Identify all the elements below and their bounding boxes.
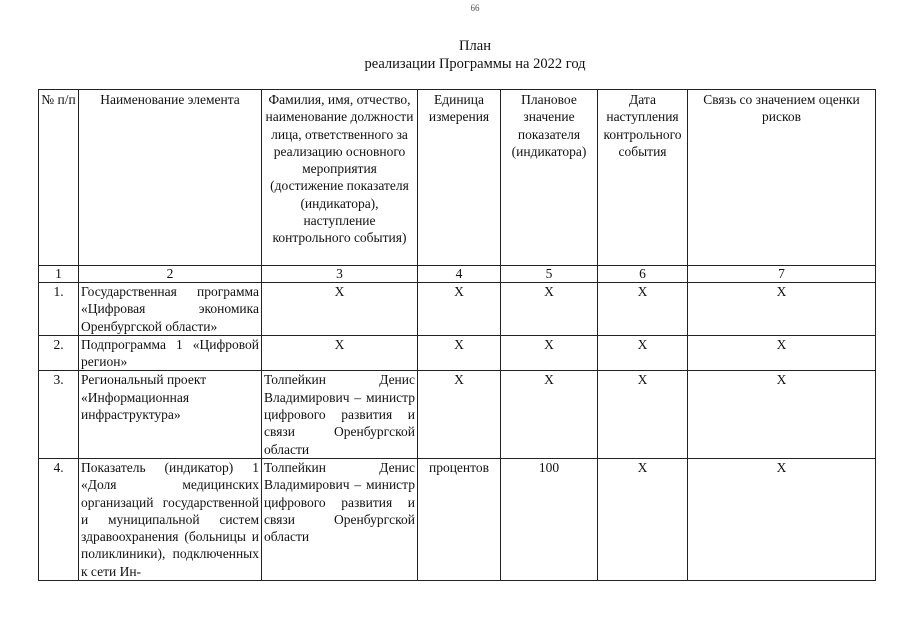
column-number: 1 <box>39 266 79 283</box>
row-unit: Х <box>418 283 501 336</box>
row-responsible: Толпейкин Денис Владимирович – министр цифрового развития и связи Оренбургской области <box>262 371 418 458</box>
table-row <box>39 283 876 336</box>
table-row <box>39 371 876 458</box>
row-unit: процентов <box>418 458 501 580</box>
row-risk-link: Х <box>688 458 876 580</box>
title-line-2: реализации Программы на 2022 год <box>364 56 586 72</box>
column-number: 4 <box>418 266 501 283</box>
header-responsible: Фамилия, имя, отчество, наименование должности лица, ответственного за реализацию основного мероприятия (достижение показателя (индикатора), наступление контрольного события) <box>262 90 418 266</box>
row-event-date: Х <box>598 283 688 336</box>
row-number: 1. <box>39 283 79 336</box>
header-unit: Единица измерения <box>418 90 501 266</box>
column-number: 2 <box>79 266 262 283</box>
row-risk-link: Х <box>688 283 876 336</box>
column-number: 6 <box>598 266 688 283</box>
row-number: 2. <box>39 335 79 371</box>
row-responsible: Х <box>262 283 418 336</box>
header-num: № п/п <box>39 90 79 266</box>
row-element-name: Государственная программа «Цифровая экономика Оренбургской области» <box>79 283 262 336</box>
document-title <box>0 37 905 73</box>
header-row <box>39 90 876 266</box>
row-unit: Х <box>418 371 501 458</box>
row-unit: Х <box>418 335 501 371</box>
column-number-row <box>39 266 876 283</box>
row-event-date: Х <box>598 458 688 580</box>
header-event-date: Дата наступления контрольного события <box>598 90 688 266</box>
row-plan-value: Х <box>501 371 598 458</box>
row-plan-value: 100 <box>501 458 598 580</box>
row-plan-value: Х <box>501 283 598 336</box>
header-element-name: Наименование элемента <box>79 90 262 266</box>
row-responsible: Х <box>262 335 418 371</box>
header-plan-value: Плановое значение показателя (индикатора) <box>501 90 598 266</box>
row-plan-value: Х <box>501 335 598 371</box>
row-risk-link: Х <box>688 371 876 458</box>
table-row <box>39 335 876 371</box>
header-risk-link: Связь со значением оценки рисков <box>688 90 876 266</box>
column-number: 7 <box>688 266 876 283</box>
table-row <box>39 458 876 580</box>
row-number: 4. <box>39 458 79 580</box>
row-responsible: Толпейкин Денис Владимирович – министр цифрового развития и связи Оренбургской области <box>262 458 418 580</box>
plan-table <box>38 89 876 581</box>
row-element-name: Региональный проект «Информационная инфраструктура» <box>79 371 262 458</box>
row-number: 3. <box>39 371 79 458</box>
row-risk-link: Х <box>688 335 876 371</box>
column-number: 5 <box>501 266 598 283</box>
row-event-date: Х <box>598 335 688 371</box>
title-line-1: План <box>459 38 491 54</box>
column-number: 3 <box>262 266 418 283</box>
row-element-name: Подпрограмма 1 «Цифровой регион» <box>79 335 262 371</box>
page-number: 66 <box>470 3 480 13</box>
row-event-date: Х <box>598 371 688 458</box>
row-element-name: Показатель (индикатор) 1 «Доля медицинских организаций государственной и муниципальной систем здравоохранения (больницы и поликлиники), подключенных к сети Ин- <box>79 458 262 580</box>
